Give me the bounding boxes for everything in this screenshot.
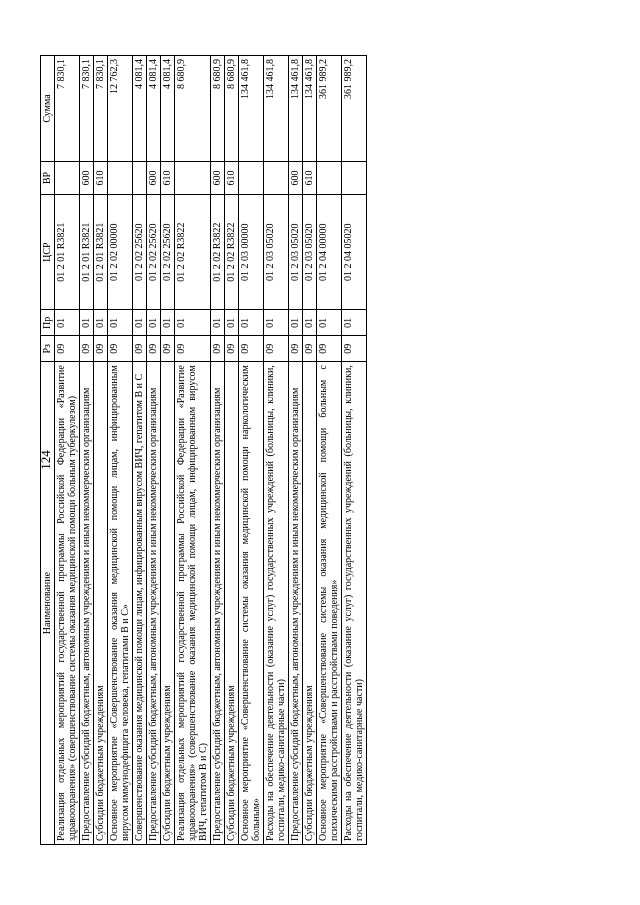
- cell-rz: 09: [303, 336, 317, 362]
- cell-csr: 01 2 02 25620: [161, 194, 175, 309]
- cell-rz: 09: [264, 336, 289, 362]
- cell-pr: 01: [303, 310, 317, 336]
- cell-vr: 610: [161, 162, 175, 195]
- cell-name: Субсидии бюджетным учреждениям: [303, 362, 317, 845]
- cell-sum: 134 461,8: [303, 56, 317, 162]
- cell-sum: 4 081,4: [161, 56, 175, 162]
- cell-pr: 01: [94, 310, 108, 336]
- cell-csr: 01 2 03 05020: [303, 194, 317, 309]
- cell-sum: 8 680,9: [225, 56, 239, 162]
- header-rz: Рз: [41, 336, 55, 362]
- table-row: [303, 56, 317, 845]
- table-row: [342, 56, 367, 845]
- cell-rz: 09: [94, 336, 108, 362]
- cell-name: Реализация отдельных мероприятий государственной программы Российской Федерации «Развитие здравоохранения» (совершенствование системы оказания медицинской помощи больным туберкулезом): [55, 362, 80, 845]
- header-name: Наименование: [41, 362, 55, 845]
- cell-csr: 01 2 02 R3822: [211, 194, 225, 309]
- table-row: [94, 56, 108, 845]
- cell-csr: 01 2 04 05020: [342, 194, 367, 309]
- cell-name: Основное мероприятие «Совершенствование системы оказания медицинской помощи наркологическим больным»: [239, 362, 264, 845]
- header-pr: Пр: [41, 310, 55, 336]
- table-row: [161, 56, 175, 845]
- cell-pr: 01: [108, 310, 133, 336]
- cell-sum: 12 762,3: [108, 56, 133, 162]
- cell-vr: [264, 162, 289, 195]
- cell-name: Предоставление субсидий бюджетным, автономным учреждениям и иным некоммерческим организациям: [289, 362, 303, 845]
- table-row: [55, 56, 80, 845]
- table-row: [225, 56, 239, 845]
- cell-sum: 7 830,1: [80, 56, 94, 162]
- cell-rz: 09: [147, 336, 161, 362]
- cell-csr: 01 2 02 R3822: [175, 194, 211, 309]
- cell-name: Предоставление субсидий бюджетным, автономным учреждениям и иным некоммерческим организациям: [147, 362, 161, 845]
- cell-name: Расходы на обеспечение деятельности (оказание услуг) государственных учреждений (больницы, клиники, госпитали, медико-санитарные части): [264, 362, 289, 845]
- cell-sum: 4 081,4: [147, 56, 161, 162]
- cell-vr: 610: [225, 162, 239, 195]
- cell-csr: 01 2 04 00000: [317, 194, 342, 309]
- cell-rz: 09: [342, 336, 367, 362]
- cell-rz: 09: [108, 336, 133, 362]
- cell-pr: 01: [80, 310, 94, 336]
- cell-pr: 01: [175, 310, 211, 336]
- cell-csr: 01 2 02 25620: [147, 194, 161, 309]
- cell-sum: 7 830,1: [94, 56, 108, 162]
- table-row: [147, 56, 161, 845]
- table-row: [211, 56, 225, 845]
- cell-sum: 8 680,9: [211, 56, 225, 162]
- cell-sum: 134 461,8: [264, 56, 289, 162]
- cell-rz: 09: [175, 336, 211, 362]
- cell-pr: 01: [225, 310, 239, 336]
- cell-rz: 09: [317, 336, 342, 362]
- table-row: [264, 56, 289, 845]
- cell-sum: 7 830,1: [55, 56, 80, 162]
- cell-csr: 01 2 03 05020: [289, 194, 303, 309]
- cell-sum: 361 989,2: [342, 56, 367, 162]
- cell-vr: 600: [80, 162, 94, 195]
- table-viewport: [37, 55, 555, 845]
- cell-csr: 01 2 02 00000: [108, 194, 133, 309]
- cell-rz: 09: [161, 336, 175, 362]
- cell-sum: 134 461,8: [289, 56, 303, 162]
- cell-name: Реализация отдельных мероприятий государственной программы Российской Федерации «Развитие здравоохранения» (совершенствование оказания медицинской помощи лицам, инфицированным вирусом ВИЧ, гепатитом В и С): [175, 362, 211, 845]
- cell-name: Основное мероприятие «Совершенствование системы оказания медицинской помощи больным с психическими расстройствами и расстройствами поведения»: [317, 362, 342, 845]
- cell-pr: 01: [161, 310, 175, 336]
- table-row: [239, 56, 264, 845]
- cell-rz: 09: [55, 336, 80, 362]
- cell-vr: [317, 162, 342, 195]
- cell-vr: 610: [303, 162, 317, 195]
- table-row: [175, 56, 211, 845]
- cell-vr: 600: [147, 162, 161, 195]
- cell-pr: 01: [239, 310, 264, 336]
- cell-name: Субсидии бюджетным учреждениям: [94, 362, 108, 845]
- table-row: [133, 56, 147, 845]
- cell-name: Субсидии бюджетным учреждениям: [225, 362, 239, 845]
- cell-sum: 4 081,4: [133, 56, 147, 162]
- page-number: 124: [37, 450, 53, 470]
- cell-vr: [342, 162, 367, 195]
- table-row: [108, 56, 133, 845]
- cell-rz: 09: [80, 336, 94, 362]
- cell-sum: 8 680,9: [175, 56, 211, 162]
- cell-pr: 01: [147, 310, 161, 336]
- cell-sum: 361 989,2: [317, 56, 342, 162]
- cell-rz: 09: [133, 336, 147, 362]
- cell-name: Основное мероприятие «Совершенствование оказания медицинской помощи лицам, инфицированным вирусом иммунодефицита человека, гепатитами В и С»: [108, 362, 133, 845]
- cell-vr: 600: [289, 162, 303, 195]
- cell-csr: 01 2 01 R3821: [80, 194, 94, 309]
- cell-vr: 600: [211, 162, 225, 195]
- cell-name: Субсидии бюджетным учреждениям: [161, 362, 175, 845]
- cell-csr: 01 2 01 R3821: [94, 194, 108, 309]
- cell-csr: 01 2 03 00000: [239, 194, 264, 309]
- cell-pr: 01: [133, 310, 147, 336]
- table-row: [289, 56, 303, 845]
- cell-vr: [55, 162, 80, 195]
- cell-csr: 01 2 01 R3821: [55, 194, 80, 309]
- cell-name: Предоставление субсидий бюджетным, автономным учреждениям и иным некоммерческим организациям: [211, 362, 225, 845]
- cell-pr: 01: [264, 310, 289, 336]
- cell-pr: 01: [342, 310, 367, 336]
- cell-vr: [108, 162, 133, 195]
- cell-csr: 01 2 02 R3822: [225, 194, 239, 309]
- rotated-table-container: [37, 55, 555, 845]
- cell-vr: [175, 162, 211, 195]
- table-header-row: [41, 56, 55, 845]
- cell-rz: 09: [211, 336, 225, 362]
- cell-rz: 09: [289, 336, 303, 362]
- table-row: [317, 56, 342, 845]
- cell-pr: 01: [317, 310, 342, 336]
- cell-vr: 610: [94, 162, 108, 195]
- header-sum: Сумма: [41, 56, 55, 162]
- cell-pr: 01: [211, 310, 225, 336]
- cell-name: Предоставление субсидий бюджетным, автономным учреждениям и иным некоммерческим организациям: [80, 362, 94, 845]
- budget-table: [37, 55, 367, 845]
- table-row: [80, 56, 94, 845]
- cell-vr: [239, 162, 264, 195]
- cell-name: Совершенствование оказания медицинской помощи лицам, инфицированным вирусом ВИЧ, гепатитом В и С: [133, 362, 147, 845]
- cell-vr: [133, 162, 147, 195]
- cell-pr: 01: [289, 310, 303, 336]
- cell-sum: 134 461,8: [239, 56, 264, 162]
- header-csr: ЦСР: [41, 194, 55, 309]
- cell-csr: 01 2 03 05020: [264, 194, 289, 309]
- cell-name: Расходы на обеспечение деятельности (оказание услуг) государственных учреждений (больницы, клиники, госпитали, медико-санитарные части): [342, 362, 367, 845]
- cell-csr: 01 2 02 25620: [133, 194, 147, 309]
- cell-rz: 09: [239, 336, 264, 362]
- header-vr: ВР: [41, 162, 55, 195]
- cell-rz: 09: [225, 336, 239, 362]
- cell-pr: 01: [55, 310, 80, 336]
